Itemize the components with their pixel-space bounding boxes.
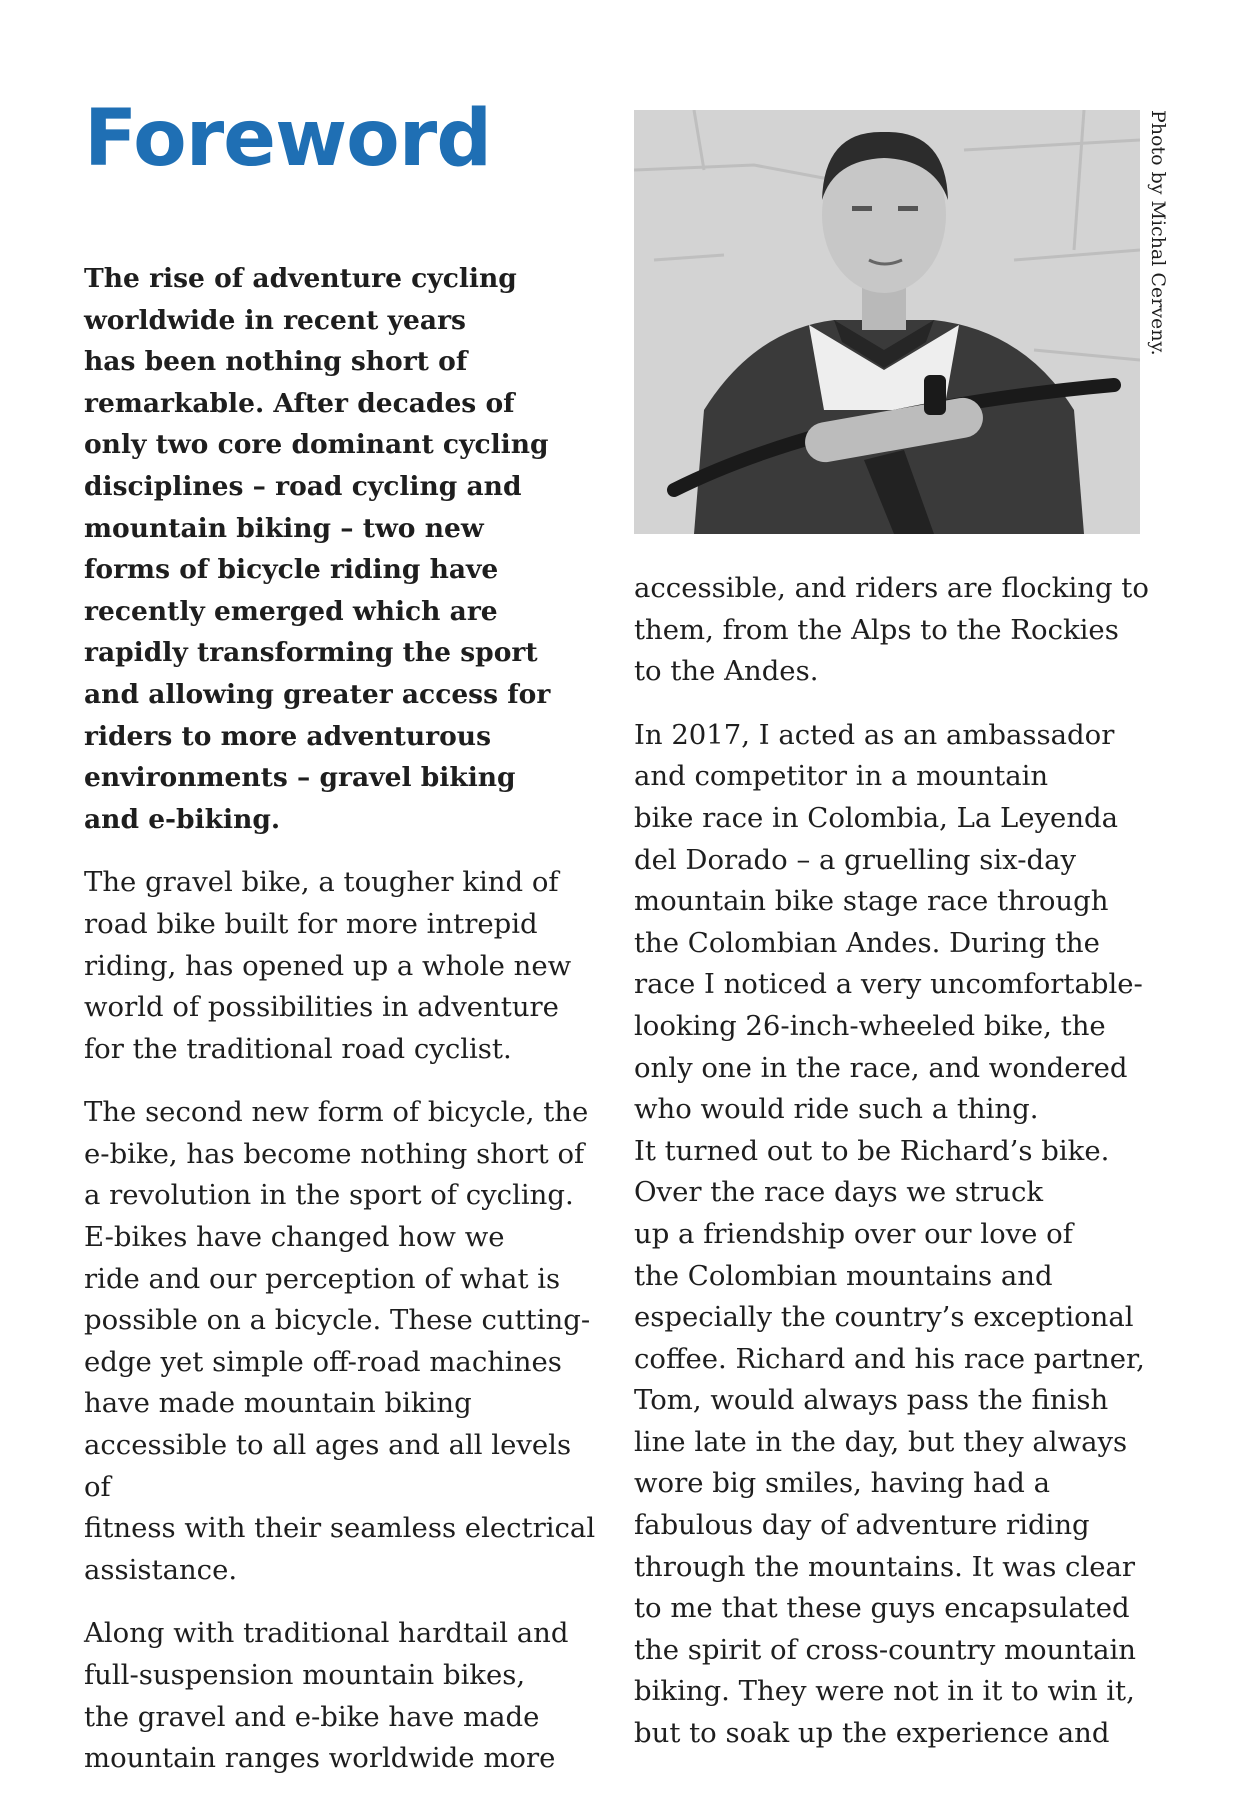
body-paragraph: Along with traditional hardtail and full-suspension mountain bikes, the gravel and e-bike have made mountain ranges worldwide more [84, 1617, 569, 1775]
body-paragraph: It turned out to be Richard’s bike. Over the race days we struck up a friendship over our love of the Colombian mountains and especially the country’s exceptional coffee. Richard and his race partner, Tom, would always pass the finish line late in the day, but they always wore big smiles, having had a fabulous day of adventure riding through the mountains. It was clear to me that these guys encapsulated the spirit of cross-country mountain biking. They were not in it to win it, but to soak up the experience and [634, 1134, 1145, 1750]
page-title: Foreword [84, 94, 492, 184]
body-paragraph: accessible, and riders are flocking to them, from the Alps to the Rockies to the Andes. [634, 572, 1149, 688]
portrait-photo [634, 110, 1140, 534]
intro-paragraph: The rise of adventure cycling worldwide in recent years has been nothing short of remarkable. After decades of only two core dominant cycling disciplines – road cycling and mountain biking – two new forms of bicycle riding have recently emerged which are rapidly transforming the sport and allowing greater access for riders to more adventurous environments – gravel biking and e-biking. [84, 263, 551, 835]
body-paragraph: The second new form of bicycle, the e-bike, has become nothing short of a revolution in the sport of cycling. E-bikes have changed how we ride and our perception of what is possible on a bicycle. These cutting- edge yet simple off-road machines have made mountain biking accessible to all ages and all levels of fitness with their seamless electrical assistance. [84, 1096, 596, 1586]
photo-credit: Photo by Michal Cerveny. [1147, 110, 1169, 356]
right-column [634, 568, 1154, 1777]
body-paragraph: In 2017, I acted as an ambassador and competitor in a mountain bike race in Colombia, La Leyenda del Dorado – a gruelling six-day mountain bike stage race through the Colombian Andes. During the race I noticed a very uncomfortable- looking 26-inch-wheeled bike, the only one in the race, and wondered who would ride such a thing. [634, 718, 1143, 1126]
left-column [84, 258, 604, 1802]
cyclist-portrait-image [634, 110, 1140, 534]
body-paragraph: The gravel bike, a tougher kind of road bike built for more intrepid riding, has opened up a whole new world of possibilities in adventure for the traditional road cyclist. [84, 866, 572, 1065]
